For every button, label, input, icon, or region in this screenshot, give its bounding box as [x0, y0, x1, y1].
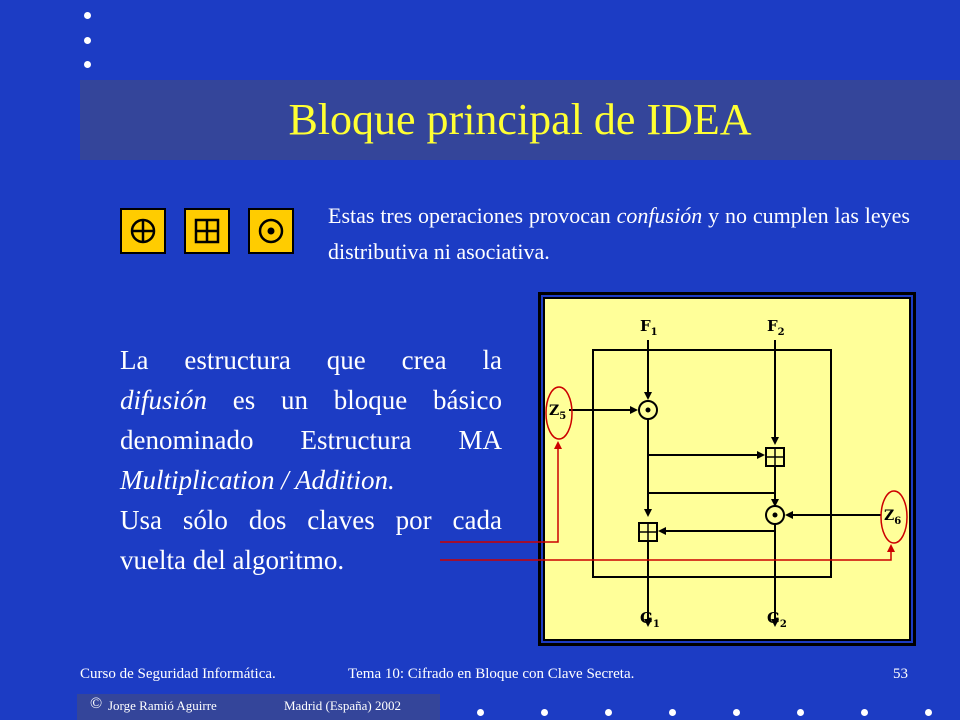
- footer-topic: Tema 10: Cifrado en Bloque con Clave Secreta.: [348, 666, 635, 682]
- body-line-1: La estructura que crea la: [120, 345, 502, 375]
- footer-page-number: 53: [893, 666, 908, 682]
- boxed-plus-icon: [184, 208, 230, 254]
- decor-dot: [925, 709, 932, 716]
- intro-text-2: y no cumplen las leyes distributiva ni asociativa.: [328, 203, 910, 264]
- footer-course: Curso de Seguridad Informática.: [80, 666, 276, 682]
- body-paragraph: [120, 340, 502, 580]
- g1-label: $G_1$: [640, 609, 660, 630]
- footer-place: Madrid (España) 2002: [284, 698, 401, 713]
- decor-dot: [669, 709, 676, 716]
- intro-emphasis: confusión: [616, 203, 703, 228]
- f1-label: $F_1$: [640, 317, 658, 338]
- body-line-6: vuelta del algoritmo.: [120, 545, 345, 575]
- decor-dot: [797, 709, 804, 716]
- body-line-4: Multiplication / Addition.: [120, 465, 395, 495]
- z5-label: $Z_5$: [549, 403, 567, 422]
- decor-dot: [861, 709, 868, 716]
- footer-author: Jorge Ramió Aguirre: [108, 698, 217, 713]
- xor-circle-plus-icon: [120, 208, 166, 254]
- body-line-3: denominado Estructura MA: [120, 425, 502, 455]
- g2-label: $G_2$: [767, 609, 787, 630]
- body-line-5: Usa sólo dos claves por cada: [120, 505, 502, 535]
- decor-dot: [477, 709, 484, 716]
- circle-dot-icon: [248, 208, 294, 254]
- decor-dot: [84, 37, 91, 44]
- ma-diagram-svg: [541, 295, 913, 643]
- slide-title: Bloque principal de IDEA: [288, 95, 752, 144]
- decor-dot: [541, 709, 548, 716]
- body-line-2-rest: es un bloque básico: [207, 385, 502, 415]
- intro-paragraph: [328, 198, 910, 270]
- body-line-2: [120, 380, 502, 420]
- ma-structure-diagram: [538, 292, 916, 646]
- title-band: [80, 80, 960, 160]
- decor-dot: [733, 709, 740, 716]
- z6-label: $Z_6$: [884, 508, 902, 527]
- intro-text-1: Estas tres operaciones provocan: [328, 203, 617, 228]
- f2-label: $F_2$: [767, 317, 785, 338]
- decor-dot: [605, 709, 612, 716]
- body-emphasis-difusion: difusión: [120, 385, 208, 415]
- decor-dot: [84, 61, 91, 68]
- copyright-symbol: ©: [90, 695, 103, 712]
- ma-inner-box: [593, 350, 831, 577]
- decor-dot: [84, 12, 91, 19]
